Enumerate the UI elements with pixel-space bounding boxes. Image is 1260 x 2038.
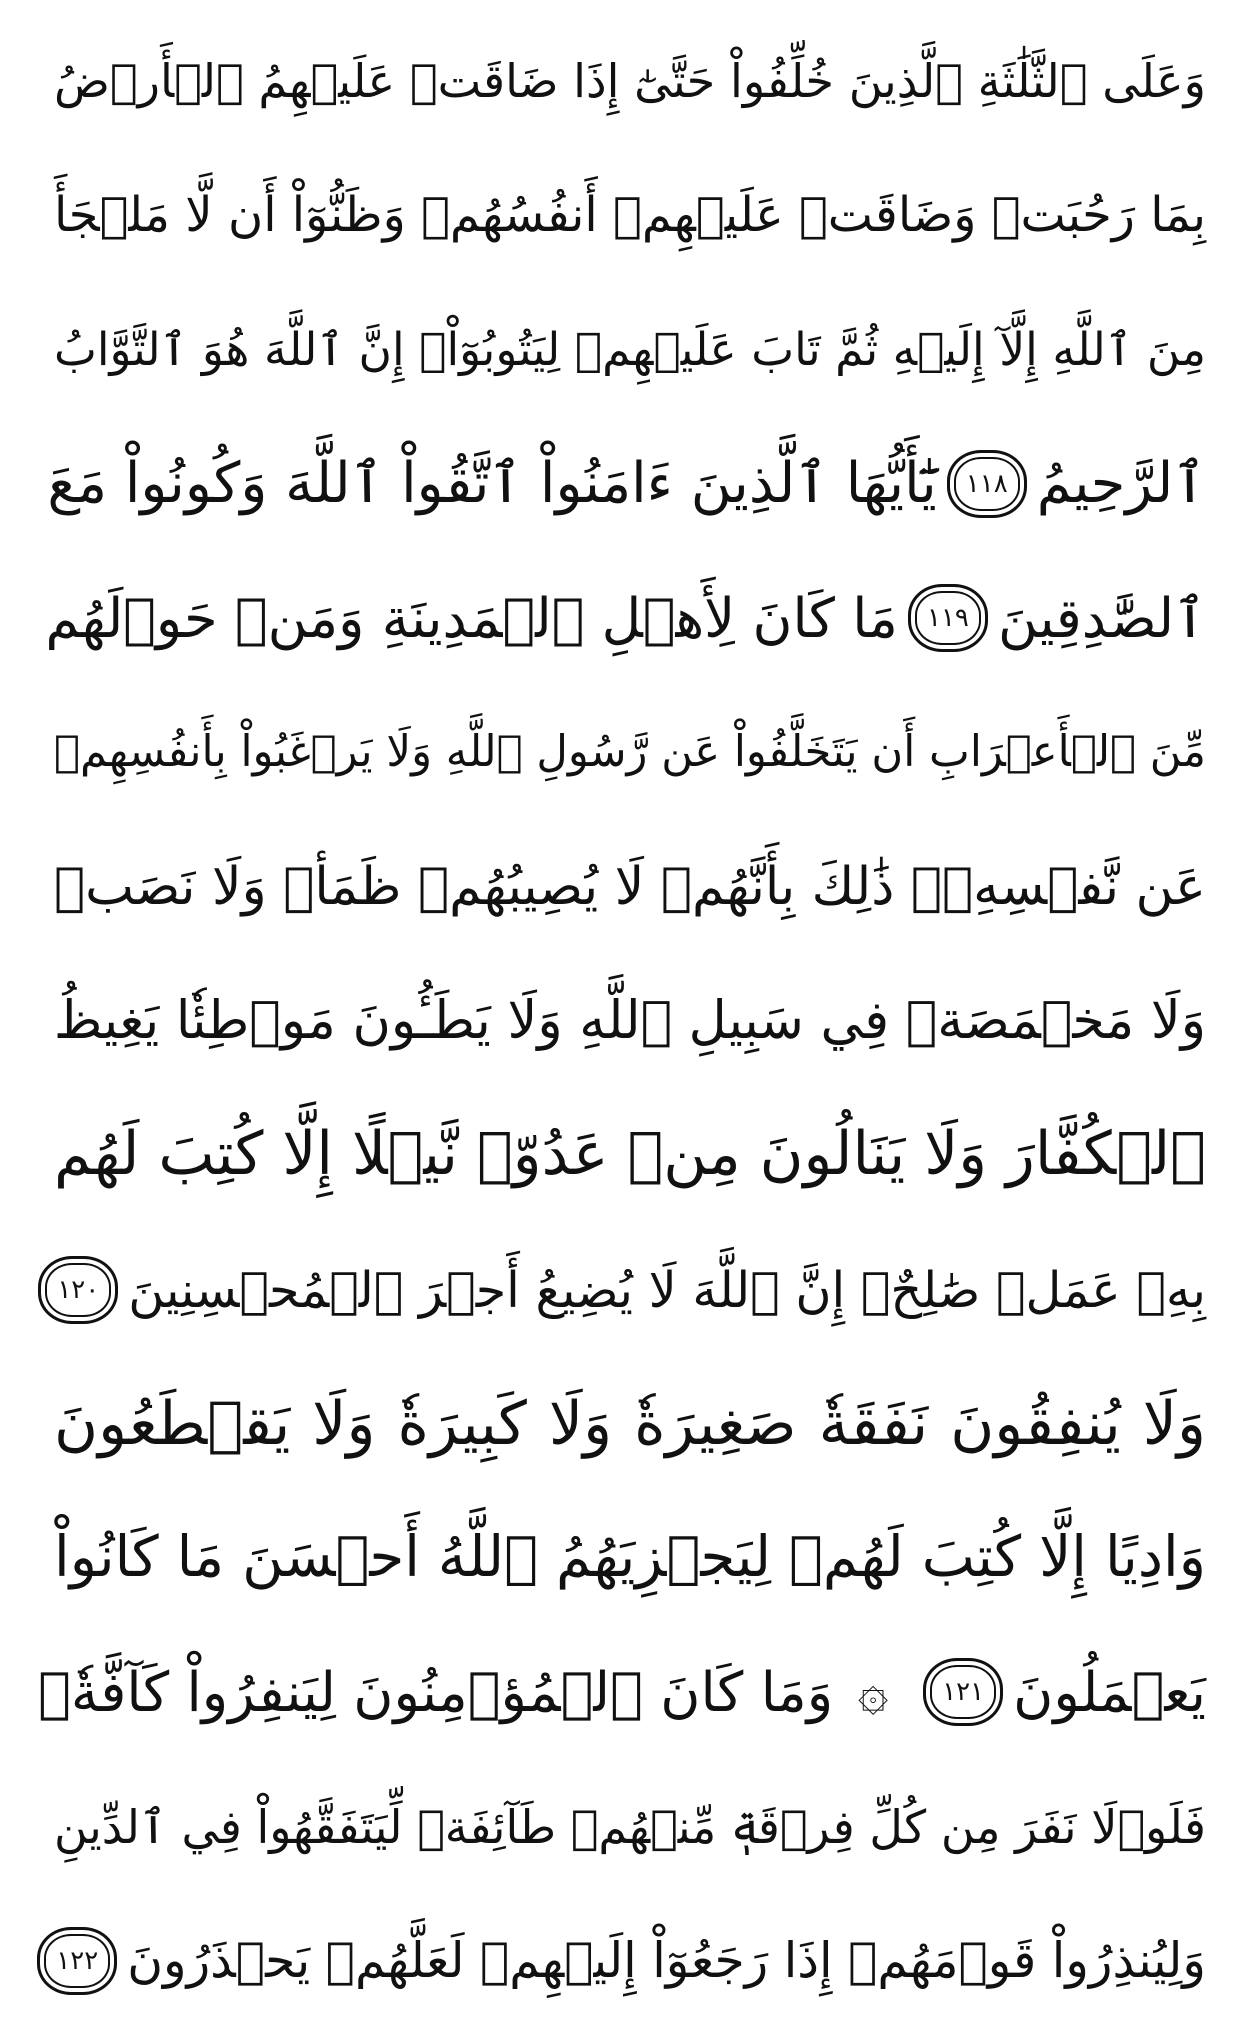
verse-line [54,693,1206,811]
verse-line [54,22,1206,140]
ayah-number-marker: ١١٩ [908,584,988,652]
verse-line [54,1096,1206,1214]
verse-text: وَعَلَى ٱلثَّلَٰثَةِ ٱلَّذِينَ خُلِّفُواْ حَتَّىٰٓ إِذَا ضَاقَتۡ عَلَيۡهِمُ ٱلۡأَرۡضُ [54,54,1206,108]
verse-text: مِّنَ ٱلۡأَعۡرَابِ أَن يَتَخَلَّفُواْ عَن رَّسُولِ ٱللَّهِ وَلَا يَرۡغَبُواْ بِأَنفُسِهِمۡ [54,727,1206,778]
verse-line [54,828,1206,946]
verse-line [54,1768,1206,1886]
verse-text: وَادِيًا إِلَّا كُتِبَ لَهُمۡ لِيَجۡزِيَهُمُ ٱللَّهُ أَحۡسَنَ مَا كَانُواْ [54,1525,1206,1591]
ayah-number-marker: ١٢٠ [38,1256,118,1324]
ayah-number-marker: ١٢٢ [37,1927,117,1995]
verse-text: فَلَوۡلَا نَفَرَ مِن كُلِّ فِرۡقَةٖ مِّنۡهُمۡ طَآئِفَةٞ لِّيَتَفَقَّهُواْ فِي ٱلدِّينِ [54,1799,1206,1854]
ayah-number-marker: ١٢١ [923,1658,1003,1726]
verse-line [37,1633,1206,1751]
verse-text: وَلَا مَخۡمَصَةٞ فِي سَبِيلِ ٱللَّهِ وَلَا يَطَـُٔونَ مَوۡطِئٗا يَغِيظُ [53,989,1206,1051]
verse-line [54,1902,1206,2020]
verse-text: يَٰٓأَيُّهَا ٱلَّذِينَ ءَامَنُواْ ٱتَّقُواْ ٱللَّهَ وَكُونُواْ مَعَ [47,450,937,516]
verse-text: مِنَ ٱللَّهِ إِلَّآ إِلَيۡهِ ثُمَّ تَابَ عَلَيۡهِمۡ لِيَتُوبُوٓاْۚ إِنَّ ٱللَّهَ هُوَ ٱلتَّوَّابُ [54,322,1206,376]
verse-text: عَن نَّفۡسِهِۦۚ ذَٰلِكَ بِأَنَّهُمۡ لَا يُصِيبُهُمۡ ظَمَأٞ وَلَا نَصَبٞ [54,856,1206,917]
verse-line [54,962,1206,1080]
verse-lines [37,22,1206,2020]
ayah-number-marker: ١١٨ [947,450,1027,518]
verse-text: وَلَا يُنفِقُونَ نَفَقَةٗ صَغِيرَةٗ وَلَا كَبِيرَةٗ وَلَا يَقۡطَعُونَ [54,1388,1206,1459]
verse-line [54,1231,1206,1349]
verse-line [54,1365,1206,1483]
verse-text: وَمَا كَانَ ٱلۡمُؤۡمِنُونَ لِيَنفِرُواْ كَآفَّةٗۚ [37,1660,834,1725]
verse-text: ٱلرَّحِيمُ [1036,450,1206,516]
verse-text: بِهِۦ عَمَلٞ صَٰلِحٌۚ إِنَّ ٱللَّهَ لَا يُضِيعُ أَجۡرَ ٱلۡمُحۡسِنِينَ [128,1260,1206,1319]
verse-text: مَا كَانَ لِأَهۡلِ ٱلۡمَدِينَةِ وَمَنۡ حَوۡلَهُم [45,586,898,651]
verse-line [54,156,1206,274]
verse-text: يَعۡمَلُونَ [1013,1660,1206,1725]
verse-text: بِمَا رَحُبَتۡ وَضَاقَتۡ عَلَيۡهِمۡ أَنفُسُهُمۡ وَظَنُّوٓاْ أَن لَّا مَلۡجَأَ [54,187,1206,244]
verse-line [54,1499,1206,1617]
verse-line [47,425,1206,543]
verse-line [54,291,1206,409]
verse-text: ٱلۡكُفَّارَ وَلَا يَنَالُونَ مِنۡ عَدُوّٖ نَّيۡلًا إِلَّا كُتِبَ لَهُم [54,1120,1206,1190]
verse-line [45,559,1206,677]
verse-text: ٱلصَّٰدِقِينَ [997,586,1206,651]
verse-text: وَلِيُنذِرُواْ قَوۡمَهُمۡ إِذَا رَجَعُوٓاْ إِلَيۡهِمۡ لَعَلَّهُمۡ يَحۡذَرُونَ [127,1931,1206,1989]
rub-el-hizb-icon: ۞ [857,1662,889,1723]
